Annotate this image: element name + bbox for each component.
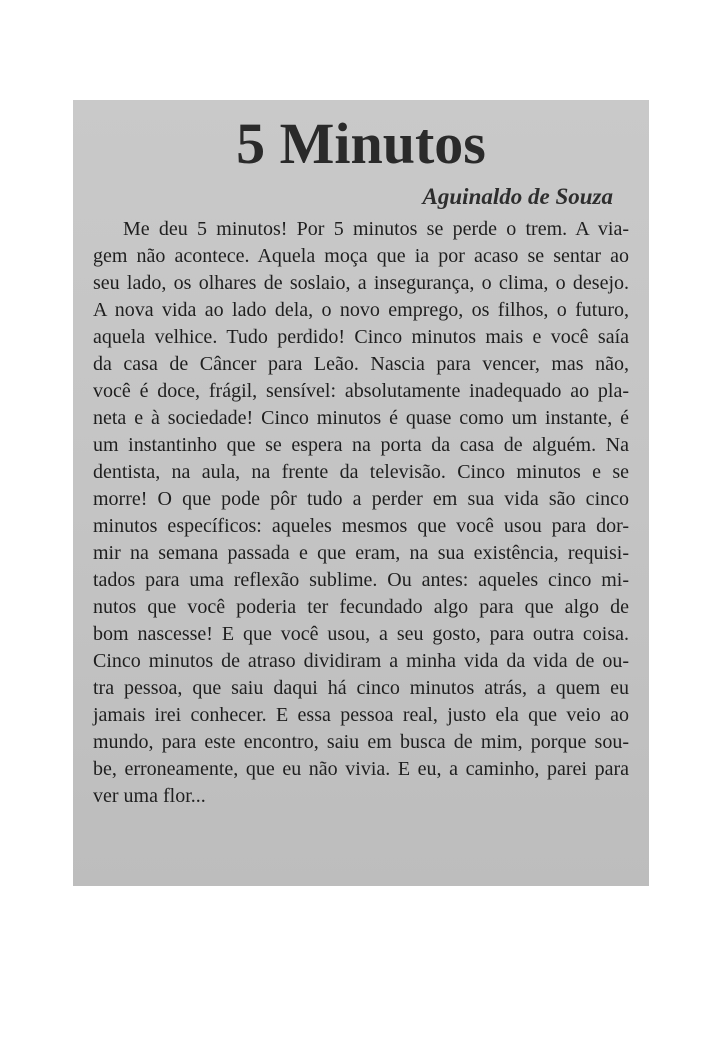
body-line: Cinco minutos de atraso dividiram a minha vida da vida de ou- <box>93 650 629 672</box>
body-line: neta e à sociedade! Cinco minutos é quase como um instante, é <box>93 407 629 429</box>
body-line: um instantinho que se espera na porta da casa de alguém. Na <box>93 434 629 456</box>
body-line: gem não acontece. Aquela moça que ia por acaso se sentar ao <box>93 245 629 267</box>
body-line: aquela velhice. Tudo perdido! Cinco minutos mais e você saía <box>93 326 629 348</box>
article-author: Aguinaldo de Souza <box>422 184 613 209</box>
body-line: dentista, na aula, na frente da televisão. Cinco minutos e se <box>93 461 629 483</box>
body-line: nutos que você poderia ter fecundado algo para que algo de <box>93 596 629 618</box>
body-line: seu lado, os olhares de soslaio, a insegurança, o clima, o desejo. <box>93 272 629 294</box>
body-line: mundo, para este encontro, saiu em busca de mim, porque sou- <box>93 731 629 753</box>
body-line: mir na semana passada e que eram, na sua existência, requisi- <box>93 542 629 564</box>
body-line: da casa de Câncer para Leão. Nascia para vencer, mas não, <box>93 353 629 375</box>
article-title: 5 Minutos <box>236 111 486 176</box>
body-line: minutos específicos: aqueles mesmos que você usou para dor- <box>93 515 629 537</box>
body-line: jamais irei conhecer. E essa pessoa real, justo ela que veio ao <box>93 704 629 726</box>
body-line: tra pessoa, que saiu daqui há cinco minutos atrás, a quem eu <box>93 677 629 699</box>
body-line: Me deu 5 minutos! Por 5 minutos se perde o trem. A via- <box>123 218 629 240</box>
body-line: morre! O que pode pôr tudo a perder em sua vida são cinco <box>93 488 629 510</box>
body-line: be, erroneamente, que eu não vivia. E eu, a caminho, parei para <box>93 758 629 780</box>
article-body <box>93 216 629 810</box>
body-line: tados para uma reflexão sublime. Ou antes: aqueles cinco mi- <box>93 569 629 591</box>
body-line: A nova vida ao lado dela, o novo emprego, os filhos, o futuro, <box>93 299 629 321</box>
body-line-last: ver uma flor... <box>93 785 206 807</box>
body-line: bom nascesse! E que você usou, a seu gosto, para outra coisa. <box>93 623 629 645</box>
body-line: você é doce, frágil, sensível: absolutamente inadequado ao pla- <box>93 380 629 402</box>
newspaper-clipping <box>73 100 649 886</box>
